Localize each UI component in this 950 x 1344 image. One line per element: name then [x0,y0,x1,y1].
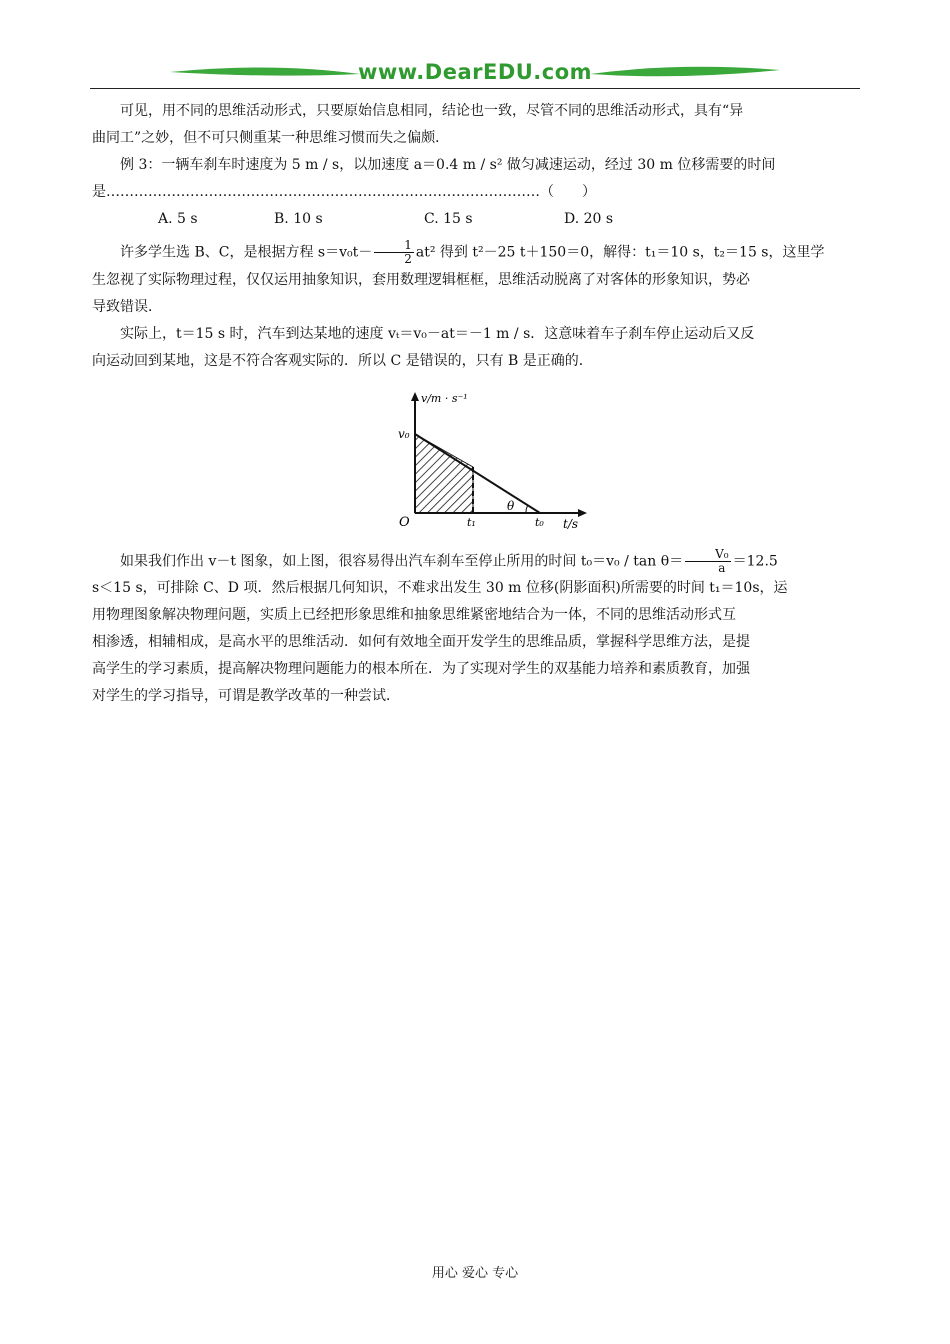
text-segment: 如果我们作出 v－t 图象，如上图，很容易得出汽车刹车至停止所用的时间 t₀＝v₀ / tan θ＝ [120,553,684,569]
paragraph-line: 相渗透，相辅相成，是高水平的思维活动．如何有效地全面开发学生的思维品质，掌握科学思维方法，是提 [92,634,750,650]
theta-label: θ [507,499,515,513]
fraction-denominator: 2 [404,252,412,266]
text-segment: 许多学生选 B、C，是根据方程 s＝v₀t－ [120,244,373,261]
page-footer: 用心 爱心 专心 [431,1266,519,1281]
option-a: A. 5 s [158,211,198,227]
t1-label: t₁ [467,516,476,529]
paragraph-line: 实际上，t＝15 s 时，汽车到达某地的速度 vₜ＝v₀－at＝－1 m / s．这意味着车子刹车停止运动后又反 [120,325,755,342]
text-segment: ＝12.5 [732,553,778,569]
text-segment: at² 得到 t²－25 t＋150＝0，解得：t₁＝10 s，t₂＝15 s，这里学 [415,244,825,261]
fraction [374,239,414,266]
vt-graph-svg [395,392,595,532]
t0-label: t₀ [535,516,544,529]
x-axis-label: t/s [563,517,579,531]
paragraph-line: 高学生的学习素质，提高解决物理问题能力的根本所在．为了实现对学生的双基能力培养和素质教育，加强 [92,661,750,677]
paragraph-line [92,548,862,576]
paragraph-line: 用物理图象解决物理问题，实质上已经把形象思维和抽象思维紧密地结合为一体，不同的思维活动形式互 [92,607,736,623]
example-3-line: 例 3：一辆车刹车时速度为 5 m / s，以加速度 a＝0.4 m / s² 做匀减速运动，经过 30 m 位移需要的时间 [120,157,776,173]
shaded-area [415,434,473,513]
fraction-numerator: V₀ [685,548,730,562]
fraction-numerator: 1 [374,239,414,253]
vt-graph-figure [395,392,595,532]
fraction [685,548,730,575]
site-url-logo: www.DearEDU.com [357,60,593,84]
paragraph-line: 曲同工”之妙，但不可只侧重某一种思维习惯而失之偏颇． [92,130,450,146]
paragraph-line: 可见，用不同的思维活动形式，只要原始信息相同，结论也一致，尽管不同的思维活动形式，具有“异 [120,103,744,119]
paragraph-line: 导致错误． [92,298,162,315]
answer-options [92,206,862,233]
option-b: B. 10 s [274,211,323,227]
v0-label: v₀ [398,427,410,441]
page-header [90,58,860,90]
header-rule [90,88,860,89]
paragraph-line: 向运动回到某地，这是不符合客观实际的．所以 C 是错误的，只有 B 是正确的． [92,352,593,369]
theta-arc [526,505,528,513]
paragraph-line: 对学生的学习指导，可谓是教学改革的一种尝试． [92,688,400,704]
fraction-denominator: a [718,560,726,575]
option-d: D. 20 s [564,211,614,227]
y-axis-arrow [411,392,419,401]
y-axis-label: v/m · s⁻¹ [421,392,468,405]
option-c: C. 15 s [424,211,473,227]
example-3-line: 是…………………………………………………………………………………（ ） [92,184,596,200]
paragraph-line [92,239,862,267]
origin-label: O [399,515,410,530]
paragraph-line: 生忽视了实际物理过程，仅仅运用抽象知识，套用数理逻辑框框，思维活动脱离了对客体的形象知识，势必 [92,271,750,288]
paragraph-line: s＜15 s，可排除 C、D 项．然后根据几何知识，不难求出发生 30 m 位移(阴影面积)所需要的时间 t₁＝10s，运 [92,580,788,596]
x-axis-arrow [578,509,587,517]
